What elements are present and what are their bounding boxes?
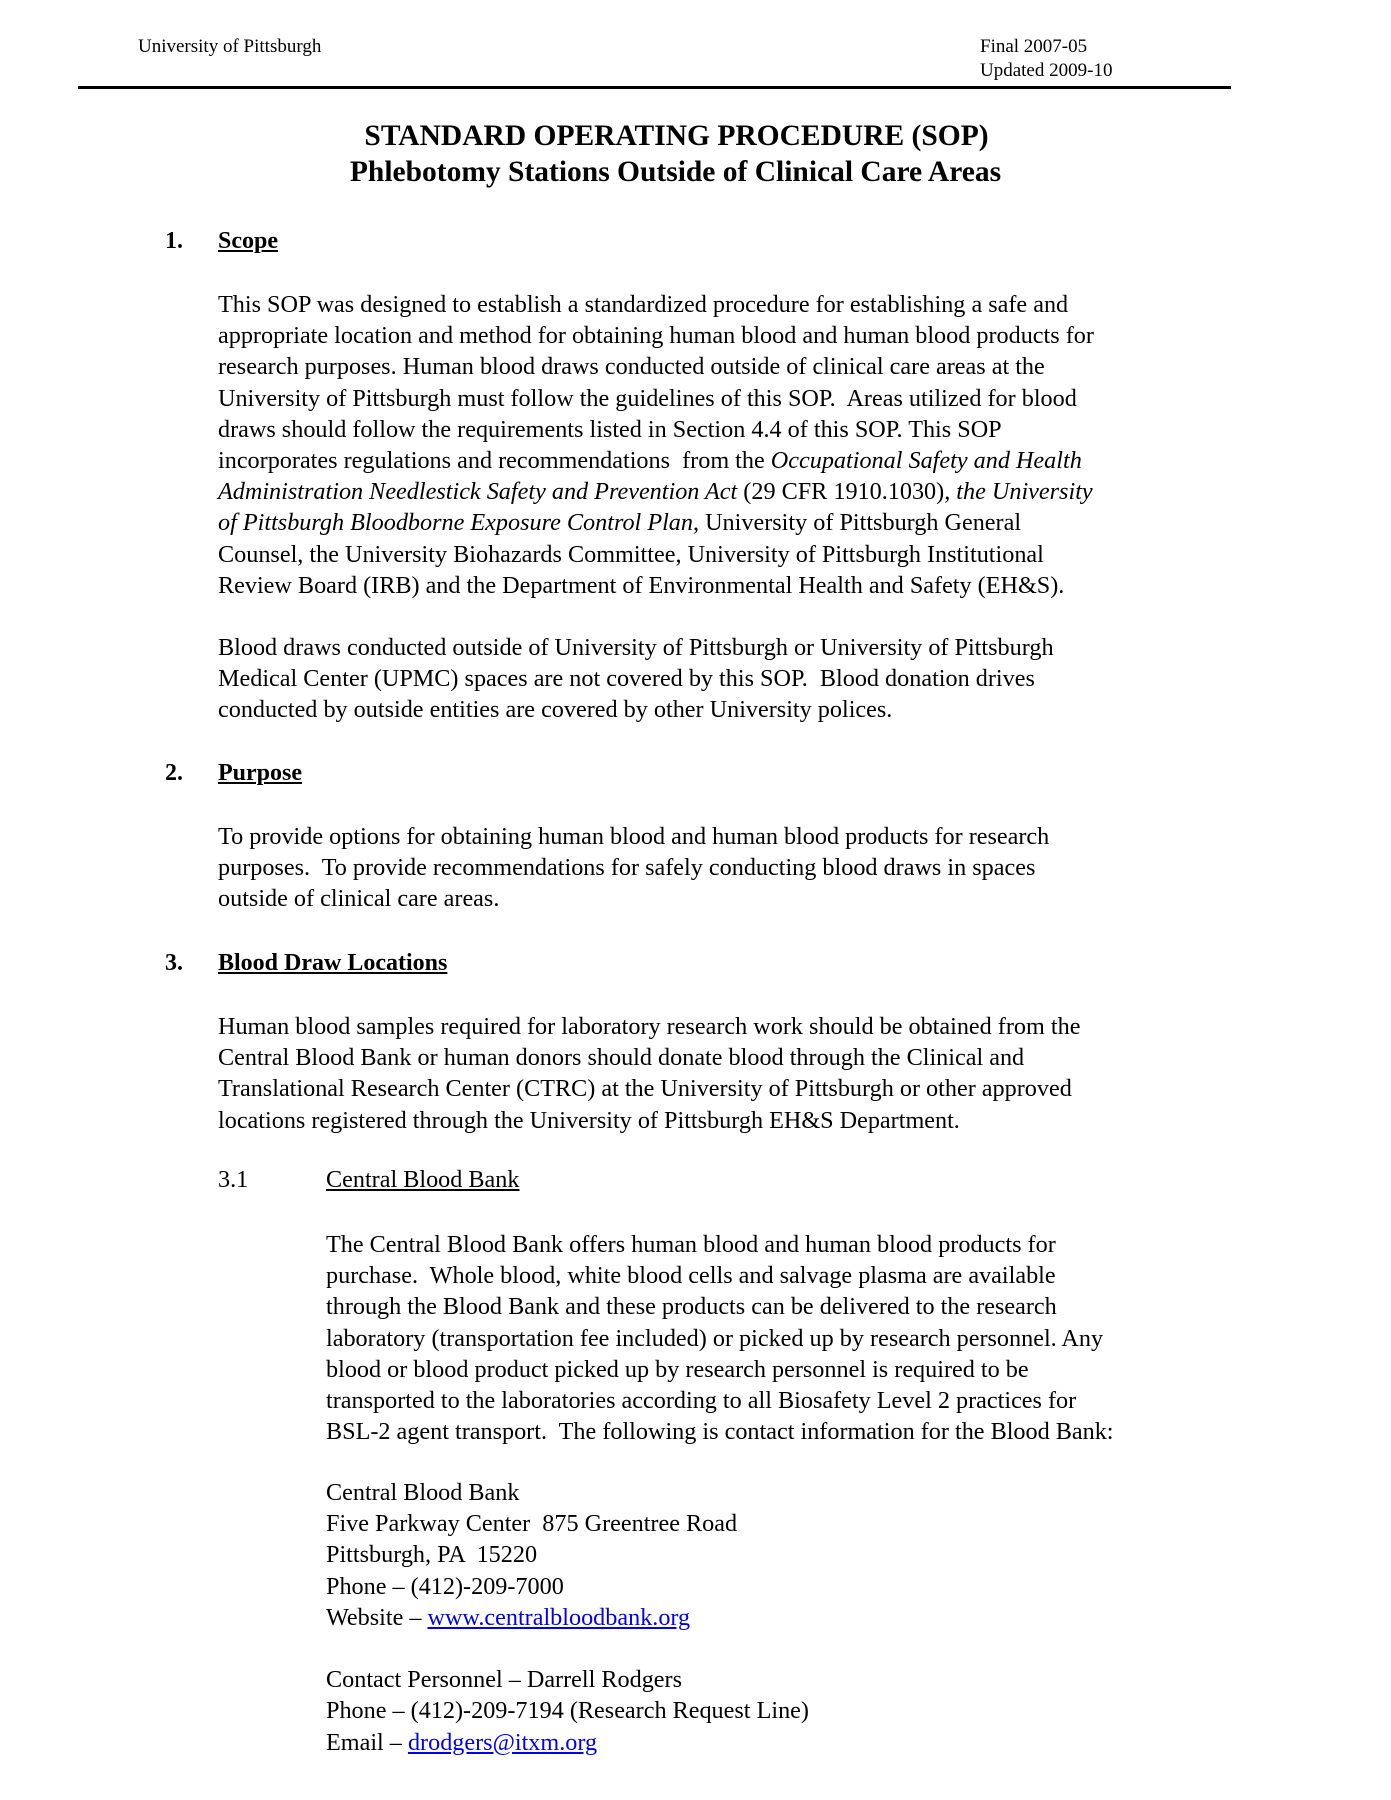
text-line: Counsel, the University Biohazards Committee, University of Pittsburgh Institutional [218, 540, 1044, 568]
text-line: Medical Center (UPMC) spaces are not covered by this SOP. Blood donation drives [218, 665, 1035, 693]
osha-act-title: Occupational Safety and Health [770, 446, 1082, 474]
section-heading-locations: Blood Draw Locations [218, 950, 448, 976]
text-line: purchase. Whole blood, white blood cells and salvage plasma are available [326, 1262, 1056, 1290]
contact-personnel: Contact Personnel – Darrell Rodgers [326, 1666, 683, 1694]
contact-email-line [326, 1727, 809, 1758]
contact-personnel-phone: Phone – (412)-209-7194 (Research Request Line) [326, 1697, 809, 1725]
subsection-number-3-1: 3.1 [218, 1166, 249, 1193]
scope-paragraph-2 [218, 632, 1054, 726]
section-number-locations: 3. [165, 950, 183, 976]
section-number-scope: 1. [165, 228, 183, 254]
text-run: incorporates regulations and recommendations from the [218, 446, 771, 474]
website-label: Website – [326, 1603, 428, 1631]
blood-bank-contact-block [326, 1477, 809, 1758]
text-line [218, 445, 1094, 476]
cfr-citation: (29 CFR 1910.1030) [737, 478, 945, 506]
text-line: locations registered through the University of Pittsburgh EH&S Department. [218, 1106, 960, 1134]
email-label: Email – [326, 1728, 408, 1756]
text-line: outside of clinical care areas. [218, 885, 500, 913]
header-final-date: Final 2007-05 [980, 36, 1088, 57]
document-subtitle [0, 155, 1391, 190]
text-line: research purposes. Human blood draws conducted outside of clinical care areas at the [218, 353, 1045, 381]
locations-paragraph [218, 1011, 1080, 1136]
email-link[interactable]: drodgers@itxm.org [407, 1728, 598, 1756]
document-title [0, 119, 1391, 154]
purpose-paragraph [218, 821, 1049, 915]
header-rule [78, 86, 1231, 89]
text-line: purposes. To provide recommendations for safely conducting blood draws in spaces [218, 854, 1036, 882]
scope-paragraph-1 [218, 289, 1094, 601]
text-line: transported to the laboratories according to all Biosafety Level 2 practices for [326, 1386, 1077, 1414]
text-line: BSL-2 agent transport. The following is contact information for the Blood Bank: [326, 1418, 1114, 1446]
text-line [218, 476, 1094, 507]
text-line: conducted by outside entities are covered by other University polices. [218, 696, 893, 724]
text-line: laboratory (transportation fee included) or picked up by research personnel. Any [326, 1324, 1104, 1352]
title-line-2: Phlebotomy Stations Outside of Clinical Care Areas [349, 156, 1002, 188]
central-blood-bank-paragraph [326, 1229, 1114, 1447]
contact-phone: Phone – (412)-209-7000 [326, 1572, 564, 1600]
contact-website-line [326, 1602, 809, 1633]
text-line: Central Blood Bank or human donors should donate blood through the Clinical and [218, 1044, 1025, 1072]
subsection-heading-central-blood-bank: Central Blood Bank [326, 1166, 520, 1193]
text-line: Translational Research Center (CTRC) at the University of Pittsburgh or other approved [218, 1075, 1072, 1103]
text-line: The Central Blood Bank offers human blood and human blood products for [326, 1231, 1056, 1258]
title-line-1: STANDARD OPERATING PROCEDURE (SOP) [364, 120, 989, 152]
blank-line [326, 1633, 809, 1664]
pitt-plan-title: , the University [944, 478, 1093, 506]
section-heading-purpose: Purpose [218, 760, 302, 786]
pitt-plan-title-cont: of Pittsburgh Bloodborne Exposure Control Plan, [218, 509, 700, 537]
text-line [218, 507, 1094, 538]
osha-act-title-cont: Administration Needlestick Safety and Prevention Act [218, 478, 738, 506]
text-line: draws should follow the requirements listed in Section 4.4 of this SOP. This SOP [218, 415, 1002, 443]
text-line: Review Board (IRB) and the Department of Environmental Health and Safety (EH&S). [218, 571, 1065, 599]
header-updated-date: Updated 2009-10 [980, 60, 1113, 81]
text-run: University of Pittsburgh General [699, 509, 1022, 537]
contact-address-2: Pittsburgh, PA 15220 [326, 1541, 538, 1569]
text-line: through the Blood Bank and these products can be delivered to the research [326, 1293, 1057, 1321]
text-line: Human blood samples required for laboratory research work should be obtained from the [218, 1013, 1081, 1040]
contact-address-1: Five Parkway Center 875 Greentree Road [326, 1510, 738, 1538]
text-line: blood or blood product picked up by research personnel is required to be [326, 1355, 1029, 1383]
text-line: Blood draws conducted outside of University of Pittsburgh or University of Pittsburgh [218, 634, 1054, 661]
contact-name: Central Blood Bank [326, 1479, 520, 1506]
text-line: This SOP was designed to establish a standardized procedure for establishing a safe and [218, 291, 1069, 318]
section-number-purpose: 2. [165, 760, 183, 786]
section-heading-scope: Scope [218, 228, 278, 254]
text-line: To provide options for obtaining human blood and human blood products for research [218, 823, 1050, 850]
header-organization: University of Pittsburgh [138, 36, 322, 57]
text-line: University of Pittsburgh must follow the guidelines of this SOP. Areas utilized for blood [218, 384, 1077, 412]
text-line: appropriate location and method for obtaining human blood and human blood products for [218, 322, 1094, 350]
website-link[interactable]: www.centralbloodbank.org [427, 1603, 691, 1631]
